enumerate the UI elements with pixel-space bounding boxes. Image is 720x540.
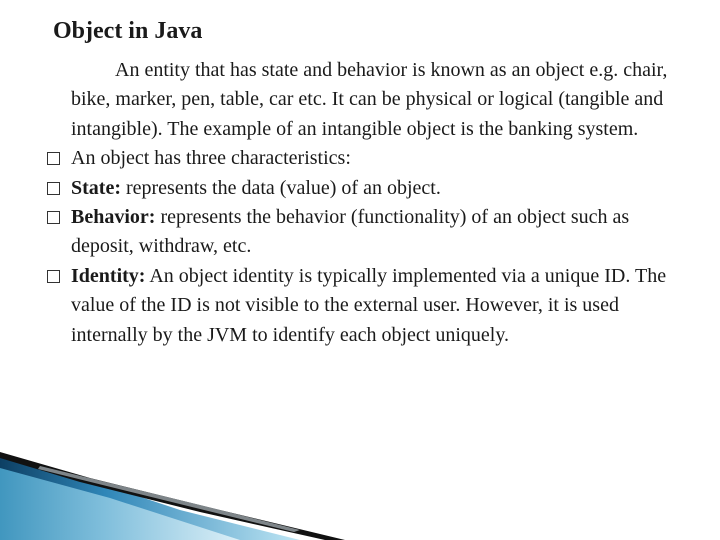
bullet-term-behavior: Behavior: <box>71 206 156 229</box>
bullet-text: An object identity is typically implemented via a unique ID. The value of the ID is not visible to the external user. However, it is used internally by the JVM to identify each object uniquely. <box>71 264 667 346</box>
slide-title: Object in Java <box>53 18 203 44</box>
bullet-term-state: State: <box>71 176 121 199</box>
bullet-text: An object has three characteristics: <box>71 147 351 170</box>
bullet-text: represents the data (value) of an object. <box>120 176 441 199</box>
bullet-text: represents the behavior (functionality) of an object such as deposit, withdraw, etc. <box>71 206 630 258</box>
swoosh-band-light <box>0 468 240 540</box>
bullet-term-identity: Identity: <box>71 264 146 287</box>
intro-paragraph: An entity that has state and behavior is known as an object e.g. chair, bike, marker, pen, table, car etc. It can be physical or logical (tangible and intangible). The example of an intangible object is the banking system. <box>71 59 668 140</box>
